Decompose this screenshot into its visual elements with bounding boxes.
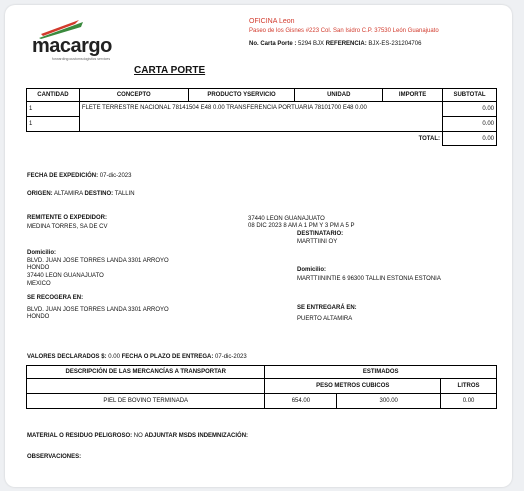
domicilio-left-line1: BLVD. JUAN JOSE TORRES LANDA 3301 ARROYO xyxy=(27,258,169,264)
goods-litros: 0.00 xyxy=(441,394,497,409)
row-qty: 1 xyxy=(27,102,80,117)
right-top-line1: 37440 LEON GUANAJUATO xyxy=(248,216,325,222)
destinatario-value: MARTTIINI OY xyxy=(297,239,338,245)
recogera-line2: HONDO xyxy=(27,314,50,320)
entregara-label: SE ENTREGARÁ EN: xyxy=(297,305,357,311)
goods-desc-header: DESCRIPCIÓN DE LAS MERCANCÍAS A TRANSPORTAR xyxy=(27,366,265,379)
total-label: TOTAL: xyxy=(27,132,443,146)
goods-litros-header: LITROS xyxy=(441,379,497,394)
page-title: CARTA PORTE xyxy=(134,65,206,76)
office-address: Paseo de los Gisnes #223 Col. San Isidro C.P. 37530 León Guanajuato xyxy=(249,28,439,34)
right-top-line2: 08 DIC 2023 8 AM A 1 PM Y 3 PM A 5 P xyxy=(248,223,355,229)
col-header-producto: PRODUCTO YSERVICIO xyxy=(188,89,295,102)
material-peligroso: MATERIAL O RESIDUO PELIGROSO: NO ADJUNTAR MSDS INDEMNIZACIÓN: xyxy=(27,433,249,439)
col-header-importe: IMPORTE xyxy=(383,89,443,102)
col-header-subtotal: SUBTOTAL xyxy=(443,89,497,102)
table-row xyxy=(27,102,497,117)
remitente-label: REMITENTE O EXPEDIDOR: xyxy=(27,215,108,221)
logo-tagline: forwarding•customs•logistics services xyxy=(52,57,111,61)
origen-destino: ORIGEN: ALTAMIRA DESTINO: TALLIN xyxy=(27,191,135,197)
row-qty: 1 xyxy=(27,117,80,132)
valores-declarados: VALORES DECLARADOS $: 0.00 FECHA O PLAZO DE ENTREGA: 07-dic-2023 xyxy=(27,354,247,360)
logo-brand: macargo xyxy=(32,35,112,57)
domicilio-left-label: Domicilio: xyxy=(27,250,57,256)
recogera-line1: BLVD. JUAN JOSE TORRES LANDA 3301 ARROYO xyxy=(27,307,169,313)
table-row xyxy=(27,394,497,409)
goods-metros: 300.00 xyxy=(337,394,441,409)
remitente-value: MEDINA TORRES, SA DE CV xyxy=(27,224,108,230)
goods-estimados-header: ESTIMADOS xyxy=(265,366,497,379)
col-header-unidad: UNIDAD xyxy=(295,89,383,102)
domicilio-left-line4: MEXICO xyxy=(27,281,51,287)
carta-porte-number: No. Carta Porte : 5294 BJX REFERENCIA: BJX-ES-231204706 xyxy=(249,41,422,47)
row-concept: FLETE TERRESTRE NACIONAL 78141504 E48 0.00 TRANSFERENCIA PORTUARIA 78101700 E48 0.00 xyxy=(79,102,442,132)
total-value: 0.00 xyxy=(443,132,497,146)
domicilio-left-line3: 37440 LEON GUANAJUATO xyxy=(27,273,104,279)
row-subtotal: 0.00 xyxy=(443,102,497,117)
office-name: OFICINA Leon xyxy=(249,18,295,25)
goods-desc: PIEL DE BOVINO TERMINADA xyxy=(27,394,265,409)
domicilio-right-value: MARTTIININTIE 6 96300 TALLIN ESTONIA ESTONIA xyxy=(297,276,441,282)
document-sheet xyxy=(5,5,512,487)
col-header-cantidad: CANTIDAD xyxy=(27,89,80,102)
recogera-label: SE RECOGERA EN: xyxy=(27,295,84,301)
fecha-expedicion: FECHA DE EXPEDICIÓN: 07-dic-2023 xyxy=(27,173,132,179)
observaciones-label: OBSERVACIONES: xyxy=(27,454,82,460)
domicilio-left-line2: HONDO xyxy=(27,265,50,271)
goods-peso: 654.00 xyxy=(265,394,337,409)
domicilio-right-label: Domicilio: xyxy=(297,267,327,273)
destinatario-label: DESTINATARIO: xyxy=(297,231,344,237)
goods-peso-header: PESO METROS CUBICOS xyxy=(265,379,441,394)
col-header-concepto: CONCEPTO xyxy=(79,89,188,102)
row-subtotal: 0.00 xyxy=(443,117,497,132)
entregara-value: PUERTO ALTAMIRA xyxy=(297,316,353,322)
goods-table xyxy=(26,365,497,409)
items-table xyxy=(26,88,497,146)
